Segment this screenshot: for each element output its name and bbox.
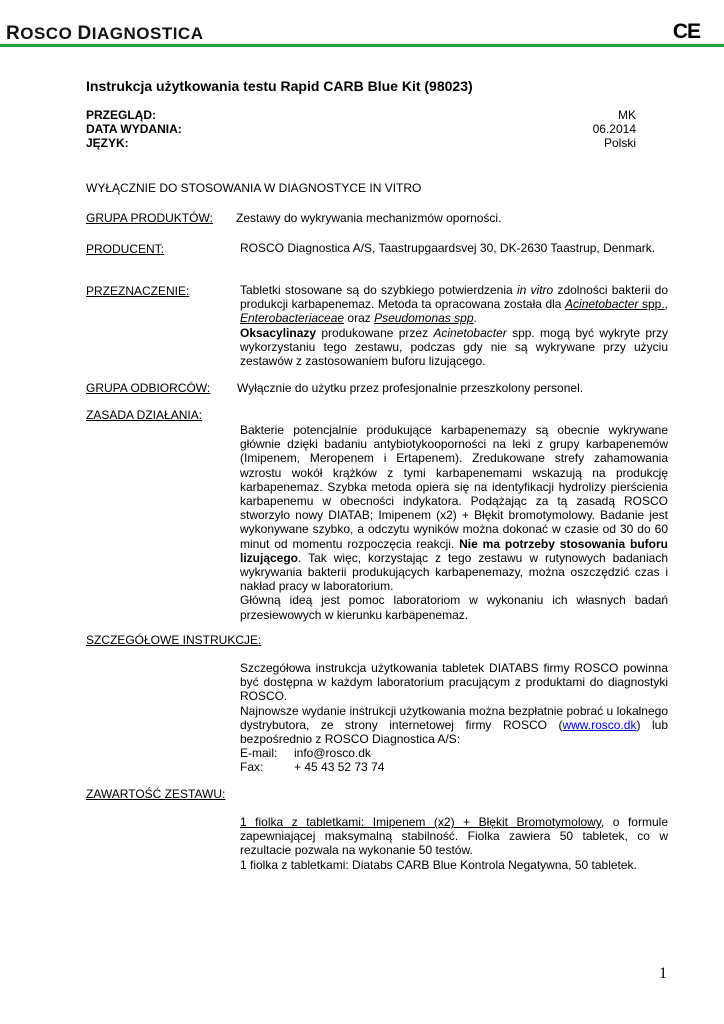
- meta-row-review: [86, 108, 636, 122]
- rosco-website-link[interactable]: www.rosco.dk: [562, 717, 637, 732]
- brand-logo: ROSCO DIAGNOSTICA: [6, 23, 204, 44]
- email-value: info@rosco.dk: [294, 746, 371, 761]
- producer-label: PRODUCENT:: [86, 242, 165, 256]
- meta-row-language: [86, 136, 636, 150]
- purpose-text: Tabletki stosowane są do szybkiego potwierdzenia in vitro zdolności bakterii do produkcji karbapenemaz. Metoda ta opracowana została dla Acinetobacter spp., Enterobacteriaceae oraz Pseudomonas spp. Oksacylinazy produkowane przez Acinetobacter spp. mogą być wykryte przy wykorzystaniu tego zestawu, podczas gdy nie są wykrywane przy użyciu zestawów z zastosowaniem buforu lizującego.: [240, 283, 669, 369]
- meta-value: MK: [618, 108, 636, 122]
- fax-value: + 45 43 52 73 74: [294, 760, 385, 775]
- header-divider: [0, 44, 724, 47]
- ce-mark: CE: [672, 20, 700, 43]
- email-label: E-mail:: [240, 746, 278, 761]
- contents-label: ZAWARTOŚĆ ZESTAWU:: [86, 787, 226, 801]
- product-group-label: GRUPA PRODUKTÓW:: [86, 211, 213, 225]
- meta-row-date: [86, 122, 636, 136]
- document-title: Instrukcja użytkowania testu Rapid CARB Blue Kit (98023): [86, 78, 473, 94]
- meta-value: 06.2014: [592, 122, 636, 136]
- ivd-notice: WYŁĄCZNIE DO STOSOWANIA W DIAGNOSTYCE IN VITRO: [86, 181, 422, 195]
- page-number: 1: [659, 965, 667, 982]
- meta-label: PRZEGLĄD:: [86, 108, 156, 122]
- contents-text: 1 fiolka z tabletkami: Imipenem (x2) + Błękit Bromotymolowy, o formule zapewniającej maksymalną stabilność. Fiolka zawiera 50 tabletek, co w rezultacie pozwala na wykonanie 50 testów. 1 fiolka z tabletkami: Diatabs CARB Blue Kontrola Negatywna, 50 tabletek.: [240, 815, 668, 872]
- purpose-label: PRZEZNACZENIE:: [86, 284, 190, 298]
- product-group-text: Zestawy do wykrywania mechanizmów oporności.: [236, 211, 502, 225]
- instructions-label: SZCZEGÓŁOWE INSTRUKCJE:: [86, 633, 262, 647]
- principle-label: ZASADA DZIAŁANIA:: [86, 408, 203, 422]
- principle-text: Bakterie potencjalnie produkujące karbapenemazy są obecnie wykrywane głównie dzięki badaniu antybiotykooporności na leki z grupy karbapenemów (Imipenem, Meropenem i Ertapenem). Zredukowane strefy zahamowania wzrostu wokół krążków z tymi karbapenemami wskazują na produkcję karbapenemaz. Szybka metoda opiera się na identyfikacji hydrolizy pierścienia karbapenemu w obecności indykatora. Podążając za tą zasadą ROSCO stworzyło nowy DIATAB; Imipenem (x2) + Błękit bromotymolowy. Badanie jest wykonywane szybko, a odczytu wyników można dokonać w czasie od 30 do 60 minut od momentu rozpoczęcia reakcji. Nie ma potrzeby stosowania buforu lizującego. Tak więc, korzystając z tego zestawu w rutynowych badaniach wykrywania bakterii produkujących karbapenemazy, można oszczędzić czas i nakład pracy w laboratorium. Główną ideą jest pomoc laboratoriom w wykonaniu ich własnych badań przesiewowych w kierunku karbapenemaz.: [240, 423, 668, 622]
- meta-label: DATA WYDANIA:: [86, 122, 182, 136]
- meta-value: Polski: [603, 136, 636, 150]
- fax-label: Fax:: [240, 760, 264, 775]
- instructions-text: Szczegółowa instrukcja użytkowania tabletek DIATABS firmy ROSCO powinna być dostępna w każdym laboratorium pracującym z produktami do diagnostyki ROSCO. Najnowsze wydanie instrukcji użytkowania można bezpłatnie pobrać u lokalnego dystrybutora, ze strony internetowej firmy ROSCO (www.rosco.dk) lub bezpośrednio z ROSCO Diagnostica A/S: E-mail: info@rosco.dk Fax: + 45 43 52 73 74: [240, 661, 668, 775]
- meta-label: JĘZYK:: [86, 136, 129, 150]
- audience-label: GRUPA ODBIORCÓW:: [86, 381, 211, 395]
- producer-text: ROSCO Diagnostica A/S, Taastrupgaardsvej 30, DK-2630 Taastrup, Denmark.: [240, 241, 656, 255]
- audience-text: Wyłącznie do użytku przez profesjonalnie przeszkolony personel.: [237, 381, 584, 395]
